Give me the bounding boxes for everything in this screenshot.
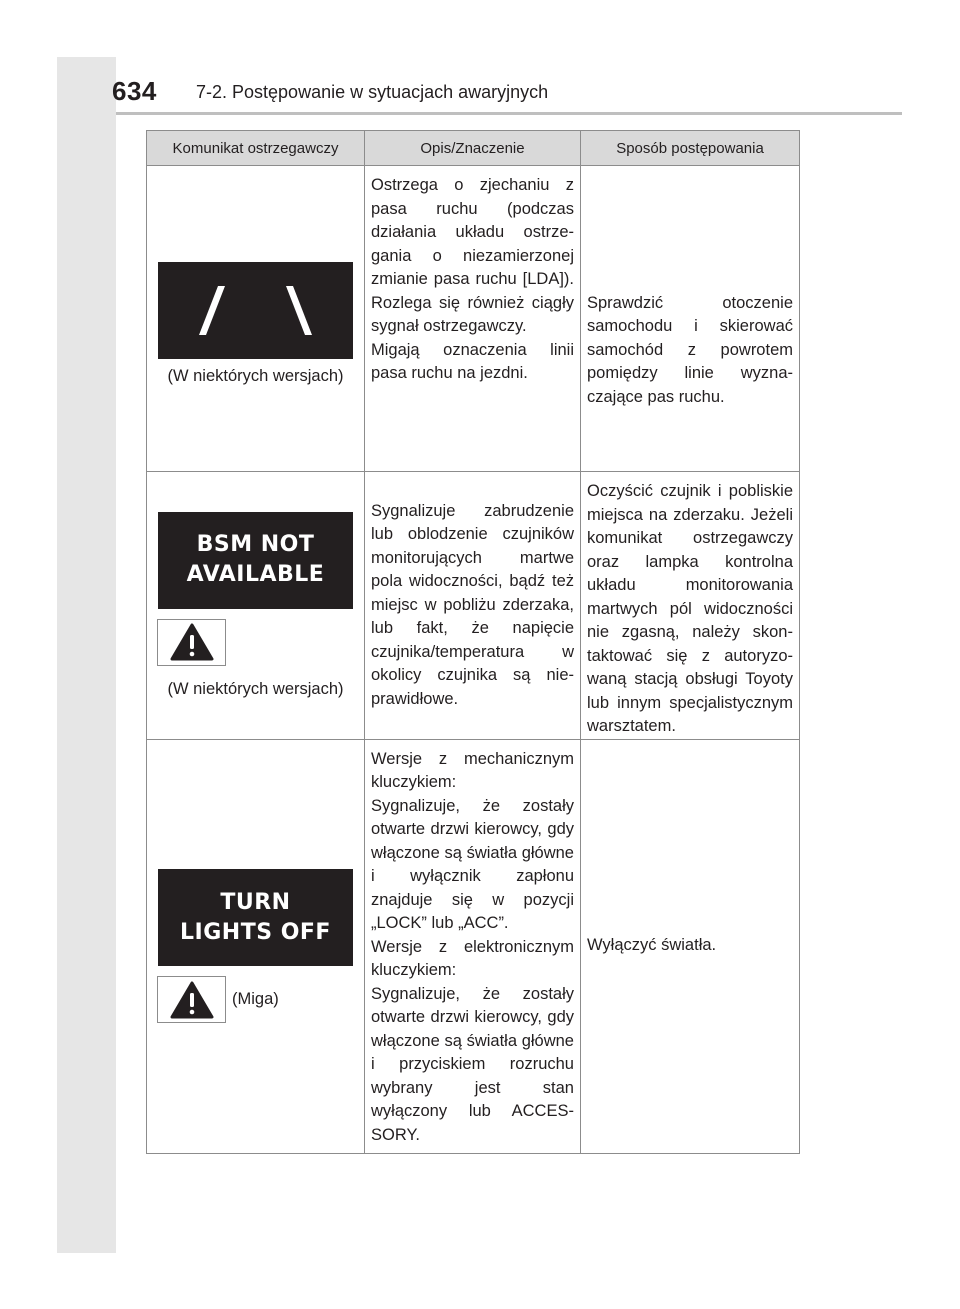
message-cell [147,739,365,1153]
column-header-message: Komunikat ostrzegawczy [147,131,365,166]
action-cell: Wyłączyć światła. [581,739,800,1153]
meaning-cell: Sygnalizuje zabrudzenie lub oblodzenie czujników monitorujących martwe pola widoczności, bądź też miejsc w pobliżu zderzaka, lub fakt, że napięcie czujnika/temperatura w okolicy czujnika są nieprawidłowe. [365,472,581,740]
bsm-display [158,512,353,609]
warning-icon-box [157,976,226,1023]
lane-departure-display [158,262,353,359]
warning-icon-box [157,619,226,666]
message-caption: (Miga) [232,990,279,1008]
warning-triangle-icon [170,981,214,1019]
column-header-meaning: Opis/Znaczenie [365,131,581,166]
header-rule [116,112,902,115]
meaning-cell: Ostrzega o zjechaniu z pasa ruchu (podczas działania układu ostrzegania o niezamierzonej zmianie pasa ruchu [LDA]). Rozlega się również ciągły sygnał ostrzegawczy. Migają oznaczenia linii pasa ruchu na jezdni. [365,166,581,472]
lane-lines-icon [158,262,353,359]
table-row [147,472,800,740]
display-line-2: AVAILABLE [186,562,325,588]
warning-triangle-icon [170,623,214,661]
warning-row [157,976,364,1023]
action-cell: Sprawdzić otoczenie samochodu i skierować samochód z powrotem pomiędzy linie wyznaczające pas ruchu. [581,166,800,472]
table-row [147,166,800,472]
column-header-action: Sposób postępowania [581,131,800,166]
message-caption: (W niektórych wersjach) [167,679,344,698]
lights-display [158,869,353,966]
section-title: 7-2. Postępowanie w sytuacjach awaryjnych [196,82,549,102]
table-header-row [147,131,800,166]
side-strip [57,57,116,1253]
message-caption: (W niektórych wersjach) [167,366,344,385]
message-cell [147,472,365,740]
page-number: 634 [112,76,157,106]
display-line-2: LIGHTS OFF [180,919,331,945]
display-line-1: BSM NOT [196,532,315,558]
table-row [147,739,800,1153]
meaning-cell: Wersje z mechanicznym kluczykiem: Sygnalizuje, że zostały otwarte drzwi kierowcy, gdy włączone są światła główne i wyłącznik zapłonu znajduje się w pozycji „LOCK” lub „ACC”. Wersje z elektronicznym kluczykiem: Sygnalizuje, że zostały otwarte drzwi kierowcy, gdy włączone są światła główne i przyciskiem rozruchu wybrany jest stan wyłączony lub ACCESSORY. [365,739,581,1153]
warnings-table [146,130,800,1154]
display-line-1: TURN [220,889,291,915]
message-cell [147,166,365,472]
action-cell: Oczyścić czujnik i pobliskie miejsca na zderzaku. Jeżeli komunikat ostrzegawczy oraz lampka kontrolna układu monitorowania martwych pól widoczności nie zgasną, należy skontaktować się z autoryzowaną stacją obsługi Toyoty lub innym specjalistycznym warsztatem. [581,472,800,740]
